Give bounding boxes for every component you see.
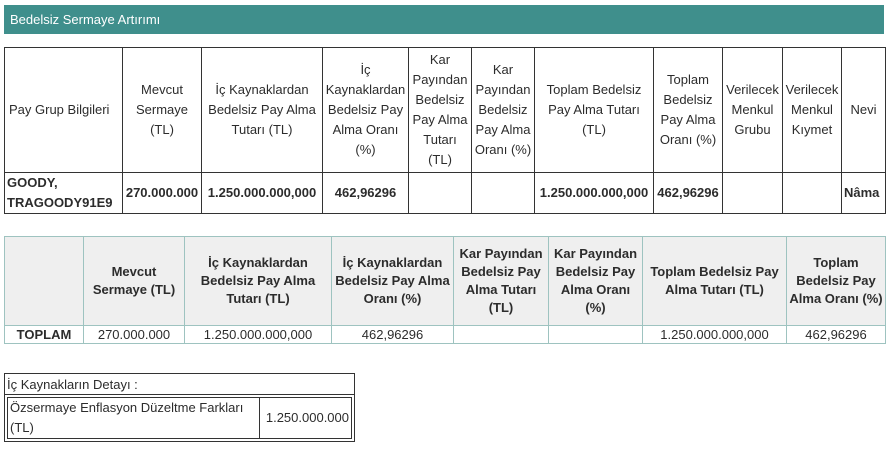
header-cell: Kar Payından Bedelsiz Pay Alma Tutarı (TL) [454, 237, 549, 326]
toplam-tutar-cell: 1.250.000.000,000 [643, 326, 787, 344]
header-cell: Toplam Bedelsiz Pay Alma Tutarı (TL) [643, 237, 787, 326]
detay-item-value: 1.250.000.000 [259, 398, 351, 439]
toplam-oran-cell: 462,96296 [787, 326, 886, 344]
ic-tutar-cell: 1.250.000.000,000 [185, 326, 332, 344]
header-cell: Kar Payından Bedelsiz Pay Alma Oranı (%) [549, 237, 643, 326]
header-cell [5, 237, 84, 326]
header-cell: Verilecek Menkul Grubu [723, 48, 783, 173]
kar-oran-cell [472, 173, 535, 214]
section-title-bar [4, 5, 884, 34]
mevcut-cell: 270.000.000 [84, 326, 185, 344]
kar-oran-cell [549, 326, 643, 344]
header-cell: İç Kaynaklardan Bedelsiz Pay Alma Tutarı (TL) [202, 48, 323, 173]
ic-oran-cell: 462,96296 [332, 326, 454, 344]
ic-kaynaklar-detay-table [4, 373, 355, 442]
pay-grup-table [4, 47, 886, 214]
detay-item-label: Özsermaye Enflasyon Düzeltme Farkları (TL) [8, 398, 260, 439]
toplam-tutar-cell: 1.250.000.000,000 [535, 173, 654, 214]
detay-title-row [5, 374, 355, 395]
table-row [8, 398, 352, 439]
detay-body-row [5, 395, 355, 442]
header-cell: İç Kaynaklardan Bedelsiz Pay Alma Oranı (%) [332, 237, 454, 326]
section-title: Bedelsiz Sermaye Artırımı [10, 12, 161, 27]
header-cell: Nevi [842, 48, 886, 173]
header-cell: İç Kaynaklardan Bedelsiz Pay Alma Oranı (%) [323, 48, 409, 173]
group-line: TRAGOODY91E9 [7, 195, 113, 210]
toplam-oran-cell: 462,96296 [654, 173, 723, 214]
table-header-row [5, 48, 886, 173]
header-cell: Kar Payından Bedelsiz Pay Alma Tutarı (TL) [409, 48, 472, 173]
header-cell: Pay Grup Bilgileri [5, 48, 123, 173]
header-cell: Toplam Bedelsiz Pay Alma Oranı (%) [787, 237, 886, 326]
ic-oran-cell: 462,96296 [323, 173, 409, 214]
toplam-label: TOPLAM [5, 326, 84, 344]
detay-title: İç Kaynakların Detayı : [5, 374, 355, 395]
header-cell: İç Kaynaklardan Bedelsiz Pay Alma Tutarı (TL) [185, 237, 332, 326]
group-line: GOODY, [7, 175, 58, 190]
table-header-row [5, 237, 886, 326]
ic-tutar-cell: 1.250.000.000,000 [202, 173, 323, 214]
header-cell: Kar Payından Bedelsiz Pay Alma Oranı (%) [472, 48, 535, 173]
menkul-grubu-cell [723, 173, 783, 214]
header-cell: Mevcut Sermaye (TL) [123, 48, 202, 173]
header-cell: Toplam Bedelsiz Pay Alma Oranı (%) [654, 48, 723, 173]
table-row [5, 173, 886, 214]
header-cell: Toplam Bedelsiz Pay Alma Tutarı (TL) [535, 48, 654, 173]
header-cell: Mevcut Sermaye (TL) [84, 237, 185, 326]
nevi-cell: Nâma [842, 173, 886, 214]
toplam-table [4, 236, 886, 344]
header-cell: Verilecek Menkul Kıymet [783, 48, 842, 173]
menkul-kiymet-cell [783, 173, 842, 214]
group-cell [5, 173, 123, 214]
kar-tutar-cell [409, 173, 472, 214]
table-row [5, 326, 886, 344]
mevcut-cell: 270.000.000 [123, 173, 202, 214]
kar-tutar-cell [454, 326, 549, 344]
detay-inner-table [7, 397, 352, 439]
